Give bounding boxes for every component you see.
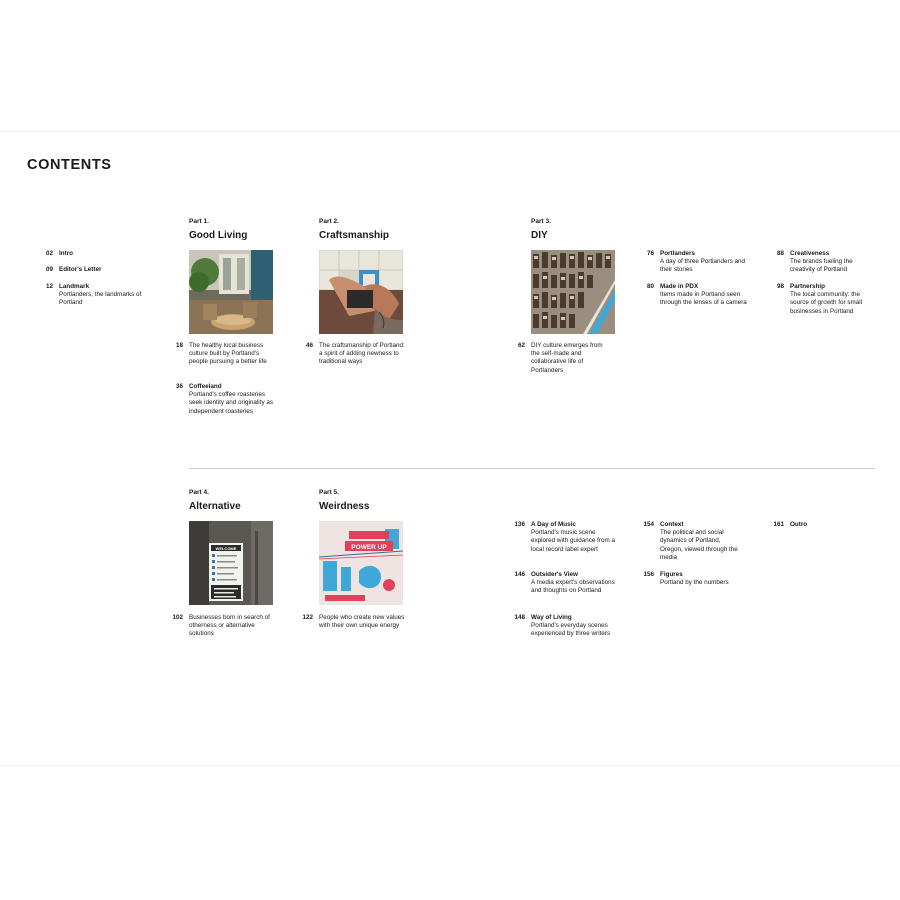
page-number: 46: [305, 342, 313, 349]
part-2-name[interactable]: Craftsmanship: [319, 230, 390, 241]
entry-description: The craftsmanship of Portland: a spirit of adding newness to traditional ways: [319, 342, 405, 366]
toc-entry-figures[interactable]: [643, 571, 748, 587]
toc-entry-portlanders[interactable]: [646, 250, 748, 275]
entry-title: Editor's Letter: [59, 266, 102, 273]
entry-description: The local community: the source of growth for small businesses in Portland: [790, 291, 863, 315]
toc-entry-creativeness[interactable]: [776, 250, 872, 275]
entry-title: Figures: [660, 571, 683, 578]
entry-title: A Day of Music: [531, 521, 576, 528]
entry-description: Portland's coffee roasteries seek identity and originality as independent roasteries: [189, 391, 274, 415]
section-divider: [189, 468, 875, 469]
part-1-label: Part 1.: [189, 218, 209, 225]
entry-title: Creativeness: [790, 250, 830, 257]
entry-title: Landmark: [59, 283, 90, 290]
entry-description: The political and social dynamics of Portland, Oregon, viewed through the media: [660, 529, 738, 561]
page-number: 102: [172, 614, 183, 621]
toc-entry-intro[interactable]: [45, 250, 154, 258]
toc-entry-made-in-pdx[interactable]: [646, 283, 748, 308]
toc-entry-partnership[interactable]: [776, 283, 876, 316]
page-number: 18: [175, 342, 183, 349]
entry-description: DIY culture emerges from the self-made and collaborative life of Portlanders: [531, 342, 603, 374]
part-2-label: Part 2.: [319, 218, 339, 225]
entry-title: Outro: [790, 521, 808, 528]
bottom-page-edge: [0, 765, 900, 766]
part-2-photo: [319, 250, 403, 334]
sign-text: WELCOME: [215, 545, 237, 551]
part-1-name[interactable]: Good Living: [189, 230, 248, 241]
toc-entry-coffeeland[interactable]: [175, 383, 274, 416]
part-4-entry[interactable]: [172, 614, 277, 639]
toc-entry-outro[interactable]: [773, 521, 850, 529]
toc-entry-context[interactable]: [643, 521, 744, 562]
part-5-label: Part 5.: [319, 489, 339, 496]
part-3-name[interactable]: DIY: [531, 230, 548, 241]
part-4-name[interactable]: Alternative: [189, 501, 241, 512]
entry-description: Businesses born in search of otherness or alternative solutions: [189, 614, 270, 638]
page-number: 156: [643, 571, 654, 578]
page-number: 136: [514, 521, 525, 528]
entry-description: People who create new values with their own unique energy: [319, 614, 405, 630]
entry-description: Items made in Portland seen through the lenses of a camera: [660, 291, 747, 307]
toc-entry-editors-letter[interactable]: [45, 266, 154, 274]
entry-title: Outsider's View: [531, 571, 578, 578]
page-number: 148: [514, 614, 525, 621]
page-number: 36: [175, 383, 183, 390]
page-number: 146: [514, 571, 525, 578]
part-4-photo: [189, 521, 273, 605]
entry-title: Coffeeland: [189, 383, 222, 390]
page-number: 80: [646, 283, 654, 290]
toc-entry-way-of-living[interactable]: [514, 614, 621, 639]
entry-title: Intro: [59, 250, 73, 257]
page-title: CONTENTS: [27, 157, 112, 173]
entry-description: Portland's everyday scenes experienced by three writers: [531, 622, 611, 638]
toc-entry-landmark[interactable]: [45, 283, 144, 308]
entry-description: Portland by the numbers: [660, 579, 729, 587]
part-5-entry[interactable]: [302, 614, 405, 630]
entry-description: A day of three Portlanders and their stories: [660, 258, 746, 274]
photo-text: POWER UP: [351, 544, 387, 551]
entry-description: A media expert's observations and thoughts on Portland: [531, 579, 615, 595]
part-1-photo: [189, 250, 273, 334]
page-number: 88: [776, 250, 784, 257]
page-number: 154: [643, 521, 654, 528]
part-4-label: Part 4.: [189, 489, 209, 496]
page-number: 62: [517, 342, 525, 349]
entry-title: Portlanders: [660, 250, 695, 257]
entry-description: Portlanders, the landmarks of Portland: [59, 291, 142, 307]
page-number: 12: [45, 283, 53, 290]
part-2-entry[interactable]: [305, 342, 407, 367]
entry-title: Way of Living: [531, 614, 572, 621]
page-number: 09: [45, 266, 53, 273]
part-3-photo: [531, 250, 615, 334]
part-3-label: Part 3.: [531, 218, 551, 225]
entry-description: The healthy local business culture built by Portland's people pursuing a better life: [189, 342, 267, 366]
toc-entry-outsiders-view[interactable]: [514, 571, 619, 596]
page-number: 76: [646, 250, 654, 257]
entry-title: Made in PDX: [660, 283, 699, 290]
entry-title: Partnership: [790, 283, 825, 290]
entry-title: Context: [660, 521, 684, 528]
entry-description: Portland's music scene explored with guidance from a local record label expert: [531, 529, 616, 553]
part-3-entry[interactable]: [517, 342, 613, 375]
toc-entry-a-day-of-music[interactable]: [514, 521, 617, 554]
part-5-name[interactable]: Weirdness: [319, 501, 370, 512]
page-number: 161: [773, 521, 784, 528]
top-page-edge: [0, 131, 900, 132]
page-number: 122: [302, 614, 313, 621]
part-5-photo: [319, 521, 403, 605]
part-1-entry[interactable]: [175, 342, 279, 367]
page-number: 02: [45, 250, 53, 257]
entry-description: The brands fueling the creativity of Portland: [790, 258, 853, 274]
page-number: 98: [776, 283, 784, 290]
